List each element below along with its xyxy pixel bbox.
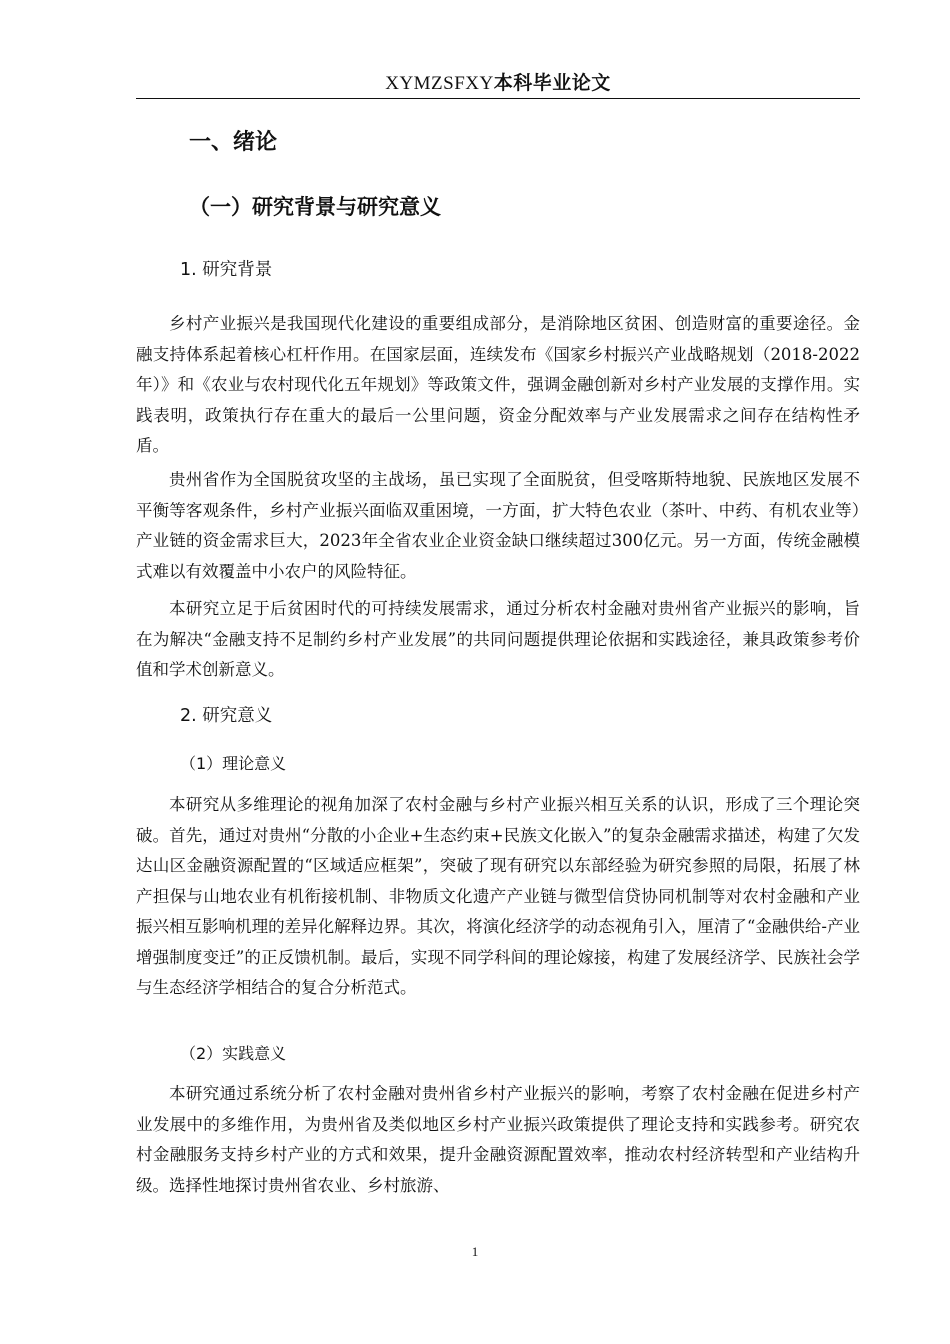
paragraph: 本研究立足于后贫困时代的可持续发展需求，通过分析农村金融对贵州省产业振兴的影响，旨在为解决“金融支持不足制约乡村产业发展”的共同问题提供理论依据和实践途径，兼具政策参考价值和学术创新意义。 <box>136 599 860 679</box>
header-rule <box>136 98 860 99</box>
paragraph: 本研究从多维理论的视角加深了农村金融与乡村产业振兴相互关系的认识，形成了三个理论突破。首先，通过对贵州“分散的小企业+生态约束+民族文化嵌入”的复杂金融需求描述，构建了欠发达山区金融资源配置的“区域适应框架”，突破了现有研究以东部经验为研究参照的局限，拓展了林产担保与山地农业有机衔接机制、非物质文化遗产产业链与微型信贷协同机制等对农村金融和产业振兴相互影响机理的差异化解释边界。其次，将演化经济学的动态视角引入，厘清了“金融供给-产业增强制度变迁”的正反馈机制。最后，实现不同学科间的理论嫁接，构建了发展经济学、民族社会学与生态经济学相结合的复合分析范式。 <box>136 795 860 997</box>
chapter-title: 一、绪论 <box>189 130 278 155</box>
section-title: （一）研究背景与研究意义 <box>189 195 441 219</box>
paragraph: 乡村产业振兴是我国现代化建设的重要组成部分，是消除地区贫困、创造财富的重要途径。金融支持体系起着核心杠杆作用。在国家层面，连续发布《国家乡村振兴产业战略规划（2018-2022年）》和《农业与农村现代化五年规划》等政策文件，强调金融创新对乡村产业发展的支撑作用。实践表明，政策执行存在重大的最后一公里问题，资金分配效率与产业发展需求之间存在结构性矛盾。 <box>136 314 860 455</box>
paragraph: 本研究通过系统分析了农村金融对贵州省乡村产业振兴的影响，考察了农村金融在促进乡村产业发展中的多维作用，为贵州省及类似地区乡村产业振兴政策提供了理论支持和实践参考。研究农村金融服务支持乡村产业的方式和效果，提升金融资源配置效率，推动农村经济转型和产业结构升级。选择性地探讨贵州省农业、乡村旅游、 <box>136 1084 860 1195</box>
paragraph: 贵州省作为全国脱贫攻坚的主战场，虽已实现了全面脱贫，但受喀斯特地貌、民族地区发展不平衡等客观条件，乡村产业振兴面临双重困境，一方面，扩大特色农业（茶叶、中药、有机农业等）产业链的资金需求巨大，2023年全省农业企业资金缺口继续超过300亿元。另一方面，传统金融模式难以有效覆盖中小农户的风险特征。 <box>136 470 860 581</box>
subsection-title-background: 1. 研究背景 <box>180 260 273 280</box>
running-header <box>136 70 860 97</box>
subsection-title-significance: 2. 研究意义 <box>180 706 273 726</box>
page-number: 1 <box>471 1244 479 1259</box>
header-code: XYMZSFXY <box>385 73 494 94</box>
header-title: 本科毕业论文 <box>493 72 611 94</box>
practice-significance-title: （2）实践意义 <box>180 1044 287 1063</box>
theory-significance-title: （1）理论意义 <box>180 754 287 773</box>
